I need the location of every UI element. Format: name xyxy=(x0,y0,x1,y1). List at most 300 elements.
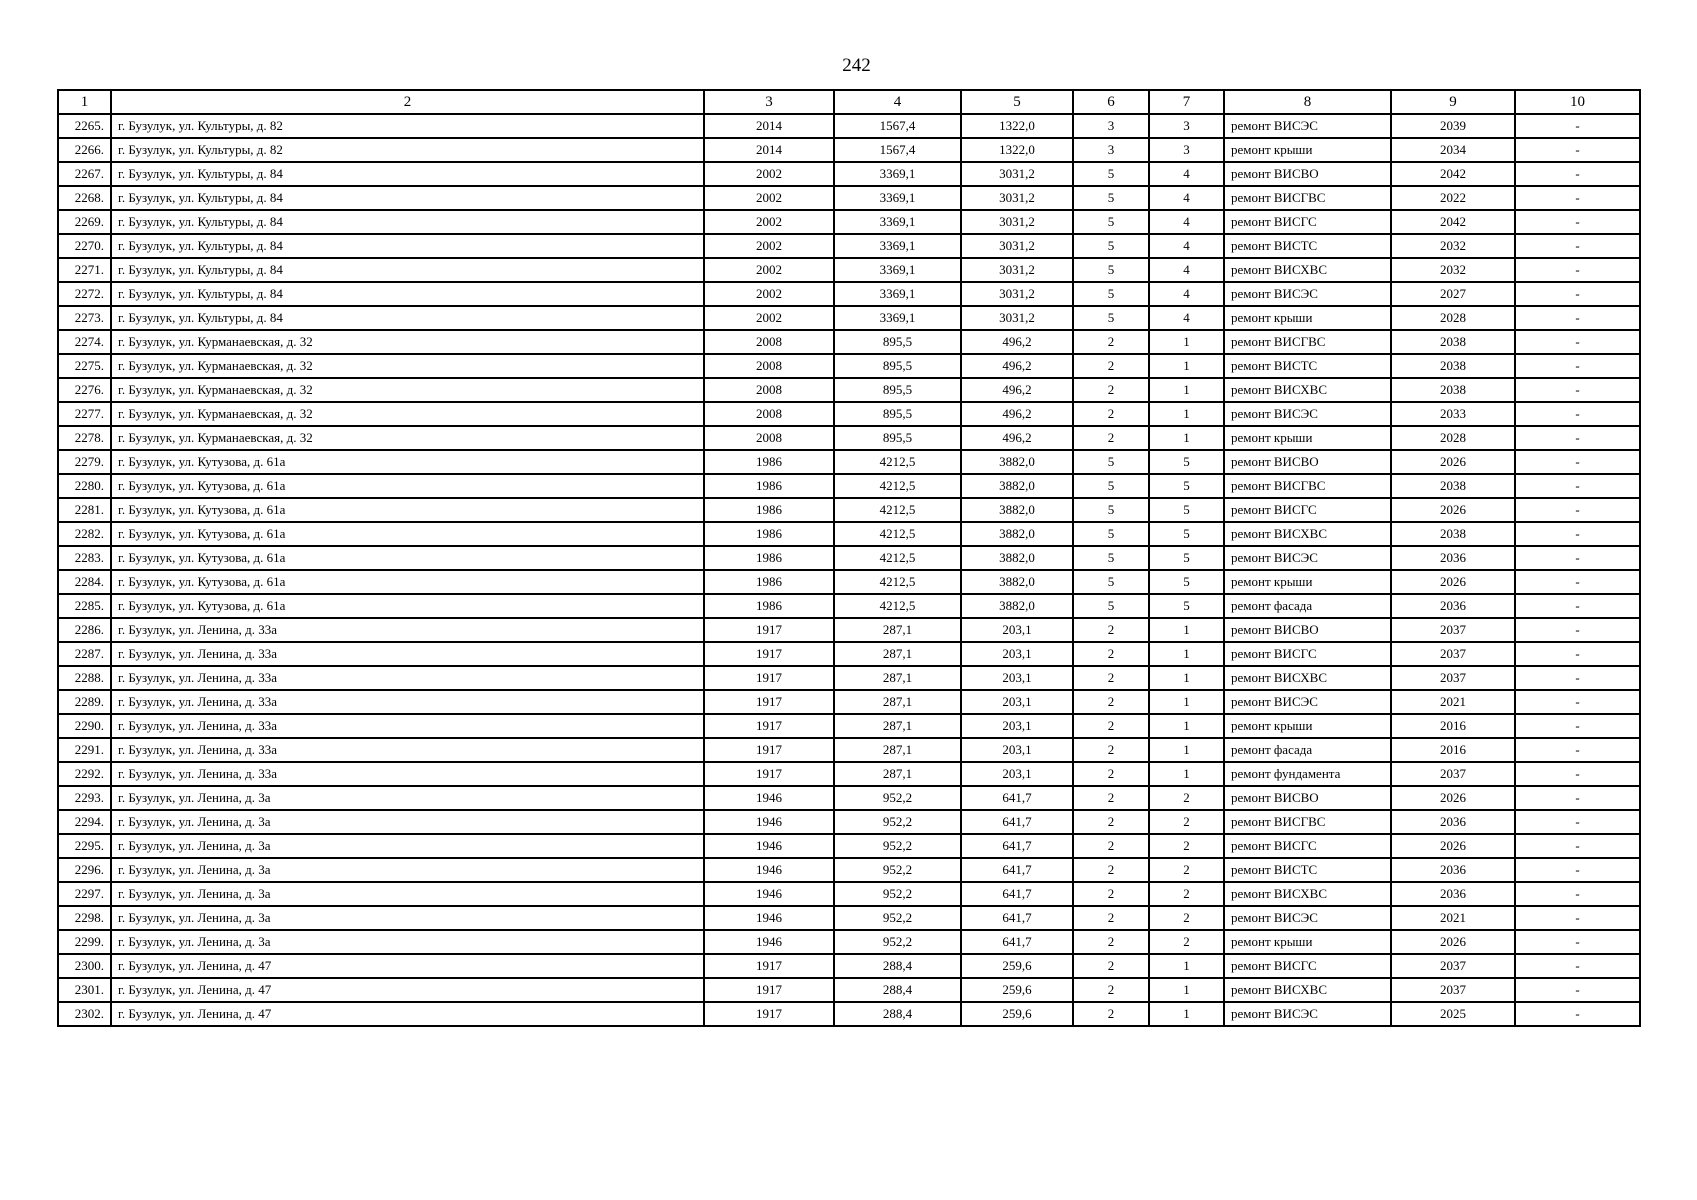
work-type-cell: ремонт ВИСВО xyxy=(1224,618,1391,642)
floors-cell: 5 xyxy=(1073,282,1149,306)
note-cell: - xyxy=(1515,330,1640,354)
address-cell: г. Бузулук, ул. Ленина, д. 3а xyxy=(111,930,704,954)
planned-year-cell: 2036 xyxy=(1391,546,1515,570)
total-area-cell: 952,2 xyxy=(834,930,961,954)
living-area-cell: 3882,0 xyxy=(961,546,1073,570)
total-area-cell: 1567,4 xyxy=(834,138,961,162)
table-row xyxy=(58,234,1640,258)
year-cell: 2002 xyxy=(704,234,834,258)
note-cell: - xyxy=(1515,834,1640,858)
work-type-cell: ремонт ВИСХВС xyxy=(1224,882,1391,906)
total-area-cell: 952,2 xyxy=(834,834,961,858)
table-row xyxy=(58,810,1640,834)
living-area-cell: 3882,0 xyxy=(961,450,1073,474)
entrances-cell: 1 xyxy=(1149,762,1224,786)
row-number: 2287. xyxy=(58,642,111,666)
living-area-cell: 3031,2 xyxy=(961,282,1073,306)
planned-year-cell: 2042 xyxy=(1391,162,1515,186)
living-area-cell: 641,7 xyxy=(961,882,1073,906)
planned-year-cell: 2026 xyxy=(1391,930,1515,954)
table-row xyxy=(58,834,1640,858)
planned-year-cell: 2038 xyxy=(1391,474,1515,498)
row-number: 2280. xyxy=(58,474,111,498)
planned-year-cell: 2021 xyxy=(1391,906,1515,930)
planned-year-cell: 2038 xyxy=(1391,378,1515,402)
planned-year-cell: 2037 xyxy=(1391,666,1515,690)
address-cell: г. Бузулук, ул. Кутузова, д. 61а xyxy=(111,546,704,570)
address-cell: г. Бузулук, ул. Кутузова, д. 61а xyxy=(111,474,704,498)
year-cell: 1917 xyxy=(704,954,834,978)
table-row xyxy=(58,474,1640,498)
floors-cell: 2 xyxy=(1073,930,1149,954)
entrances-cell: 1 xyxy=(1149,714,1224,738)
address-cell: г. Бузулук, ул. Культуры, д. 84 xyxy=(111,234,704,258)
row-number: 2278. xyxy=(58,426,111,450)
work-type-cell: ремонт ВИСВО xyxy=(1224,786,1391,810)
floors-cell: 5 xyxy=(1073,306,1149,330)
table-row xyxy=(58,978,1640,1002)
planned-year-cell: 2028 xyxy=(1391,306,1515,330)
year-cell: 1986 xyxy=(704,522,834,546)
total-area-cell: 3369,1 xyxy=(834,258,961,282)
table-row xyxy=(58,186,1640,210)
entrances-cell: 5 xyxy=(1149,594,1224,618)
address-cell: г. Бузулук, ул. Ленина, д. 33а xyxy=(111,690,704,714)
work-type-cell: ремонт ВИСГВС xyxy=(1224,330,1391,354)
floors-cell: 5 xyxy=(1073,210,1149,234)
page-number: 242 xyxy=(842,55,871,76)
work-type-cell: ремонт ВИСГС xyxy=(1224,834,1391,858)
address-cell: г. Бузулук, ул. Ленина, д. 3а xyxy=(111,882,704,906)
year-cell: 1917 xyxy=(704,642,834,666)
planned-year-cell: 2036 xyxy=(1391,810,1515,834)
year-cell: 2008 xyxy=(704,330,834,354)
floors-cell: 2 xyxy=(1073,1002,1149,1026)
planned-year-cell: 2016 xyxy=(1391,714,1515,738)
address-cell: г. Бузулук, ул. Ленина, д. 47 xyxy=(111,954,704,978)
note-cell: - xyxy=(1515,738,1640,762)
entrances-cell: 1 xyxy=(1149,426,1224,450)
planned-year-cell: 2027 xyxy=(1391,282,1515,306)
living-area-cell: 203,1 xyxy=(961,762,1073,786)
year-cell: 2008 xyxy=(704,378,834,402)
planned-year-cell: 2026 xyxy=(1391,786,1515,810)
total-area-cell: 895,5 xyxy=(834,402,961,426)
floors-cell: 2 xyxy=(1073,618,1149,642)
total-area-cell: 4212,5 xyxy=(834,594,961,618)
entrances-cell: 2 xyxy=(1149,786,1224,810)
row-number: 2282. xyxy=(58,522,111,546)
floors-cell: 2 xyxy=(1073,882,1149,906)
address-cell: г. Бузулук, ул. Культуры, д. 84 xyxy=(111,162,704,186)
living-area-cell: 3882,0 xyxy=(961,570,1073,594)
work-type-cell: ремонт ВИСГВС xyxy=(1224,810,1391,834)
living-area-cell: 3031,2 xyxy=(961,186,1073,210)
address-cell: г. Бузулук, ул. Кутузова, д. 61а xyxy=(111,450,704,474)
column-header-10: 10 xyxy=(1515,90,1640,114)
year-cell: 1986 xyxy=(704,570,834,594)
column-header-3: 3 xyxy=(704,90,834,114)
work-type-cell: ремонт крыши xyxy=(1224,714,1391,738)
year-cell: 1986 xyxy=(704,474,834,498)
note-cell: - xyxy=(1515,762,1640,786)
table-row xyxy=(58,714,1640,738)
total-area-cell: 895,5 xyxy=(834,354,961,378)
floors-cell: 2 xyxy=(1073,810,1149,834)
planned-year-cell: 2032 xyxy=(1391,234,1515,258)
floors-cell: 2 xyxy=(1073,738,1149,762)
living-area-cell: 496,2 xyxy=(961,402,1073,426)
address-cell: г. Бузулук, ул. Ленина, д. 3а xyxy=(111,834,704,858)
total-area-cell: 287,1 xyxy=(834,666,961,690)
column-header-2: 2 xyxy=(111,90,704,114)
note-cell: - xyxy=(1515,138,1640,162)
year-cell: 1946 xyxy=(704,930,834,954)
address-cell: г. Бузулук, ул. Культуры, д. 84 xyxy=(111,282,704,306)
total-area-cell: 1567,4 xyxy=(834,114,961,138)
total-area-cell: 4212,5 xyxy=(834,522,961,546)
row-number: 2292. xyxy=(58,762,111,786)
living-area-cell: 3031,2 xyxy=(961,162,1073,186)
floors-cell: 5 xyxy=(1073,498,1149,522)
note-cell: - xyxy=(1515,114,1640,138)
note-cell: - xyxy=(1515,810,1640,834)
total-area-cell: 3369,1 xyxy=(834,186,961,210)
planned-year-cell: 2038 xyxy=(1391,354,1515,378)
entrances-cell: 1 xyxy=(1149,378,1224,402)
total-area-cell: 3369,1 xyxy=(834,306,961,330)
planned-year-cell: 2026 xyxy=(1391,498,1515,522)
note-cell: - xyxy=(1515,786,1640,810)
note-cell: - xyxy=(1515,882,1640,906)
planned-year-cell: 2039 xyxy=(1391,114,1515,138)
row-number: 2299. xyxy=(58,930,111,954)
total-area-cell: 3369,1 xyxy=(834,162,961,186)
table-row xyxy=(58,354,1640,378)
address-cell: г. Бузулук, ул. Культуры, д. 84 xyxy=(111,210,704,234)
column-header-8: 8 xyxy=(1224,90,1391,114)
year-cell: 1946 xyxy=(704,858,834,882)
living-area-cell: 641,7 xyxy=(961,858,1073,882)
planned-year-cell: 2025 xyxy=(1391,1002,1515,1026)
column-header-5: 5 xyxy=(961,90,1073,114)
living-area-cell: 1322,0 xyxy=(961,114,1073,138)
year-cell: 2008 xyxy=(704,402,834,426)
note-cell: - xyxy=(1515,642,1640,666)
table-row xyxy=(58,882,1640,906)
living-area-cell: 3031,2 xyxy=(961,258,1073,282)
address-cell: г. Бузулук, ул. Ленина, д. 33а xyxy=(111,762,704,786)
total-area-cell: 287,1 xyxy=(834,642,961,666)
year-cell: 1917 xyxy=(704,1002,834,1026)
year-cell: 1986 xyxy=(704,450,834,474)
address-cell: г. Бузулук, ул. Кутузова, д. 61а xyxy=(111,522,704,546)
table-row xyxy=(58,330,1640,354)
living-area-cell: 641,7 xyxy=(961,906,1073,930)
address-cell: г. Бузулук, ул. Культуры, д. 84 xyxy=(111,258,704,282)
address-cell: г. Бузулук, ул. Культуры, д. 82 xyxy=(111,114,704,138)
living-area-cell: 259,6 xyxy=(961,978,1073,1002)
table-row xyxy=(58,642,1640,666)
total-area-cell: 287,1 xyxy=(834,690,961,714)
table-row xyxy=(58,258,1640,282)
note-cell: - xyxy=(1515,954,1640,978)
living-area-cell: 496,2 xyxy=(961,378,1073,402)
row-number: 2288. xyxy=(58,666,111,690)
planned-year-cell: 2016 xyxy=(1391,738,1515,762)
planned-year-cell: 2028 xyxy=(1391,426,1515,450)
year-cell: 2002 xyxy=(704,162,834,186)
row-number: 2302. xyxy=(58,1002,111,1026)
address-cell: г. Бузулук, ул. Курманаевская, д. 32 xyxy=(111,402,704,426)
year-cell: 2008 xyxy=(704,354,834,378)
total-area-cell: 4212,5 xyxy=(834,450,961,474)
table-row xyxy=(58,546,1640,570)
planned-year-cell: 2036 xyxy=(1391,858,1515,882)
column-header-1: 1 xyxy=(58,90,111,114)
table-row xyxy=(58,906,1640,930)
table-row xyxy=(58,426,1640,450)
floors-cell: 2 xyxy=(1073,426,1149,450)
year-cell: 1917 xyxy=(704,738,834,762)
address-cell: г. Бузулук, ул. Курманаевская, д. 32 xyxy=(111,378,704,402)
planned-year-cell: 2036 xyxy=(1391,882,1515,906)
work-type-cell: ремонт крыши xyxy=(1224,138,1391,162)
row-number: 2266. xyxy=(58,138,111,162)
address-cell: г. Бузулук, ул. Кутузова, д. 61а xyxy=(111,498,704,522)
living-area-cell: 3882,0 xyxy=(961,498,1073,522)
row-number: 2298. xyxy=(58,906,111,930)
table-row xyxy=(58,858,1640,882)
row-number: 2271. xyxy=(58,258,111,282)
note-cell: - xyxy=(1515,618,1640,642)
work-type-cell: ремонт ВИСВО xyxy=(1224,162,1391,186)
entrances-cell: 1 xyxy=(1149,738,1224,762)
address-cell: г. Бузулук, ул. Ленина, д. 3а xyxy=(111,858,704,882)
address-cell: г. Бузулук, ул. Ленина, д. 47 xyxy=(111,1002,704,1026)
entrances-cell: 2 xyxy=(1149,810,1224,834)
address-cell: г. Бузулук, ул. Ленина, д. 33а xyxy=(111,618,704,642)
total-area-cell: 287,1 xyxy=(834,618,961,642)
planned-year-cell: 2037 xyxy=(1391,978,1515,1002)
floors-cell: 5 xyxy=(1073,546,1149,570)
table-row xyxy=(58,282,1640,306)
work-type-cell: ремонт ВИСГС xyxy=(1224,642,1391,666)
entrances-cell: 1 xyxy=(1149,330,1224,354)
note-cell: - xyxy=(1515,234,1640,258)
living-area-cell: 203,1 xyxy=(961,618,1073,642)
row-number: 2283. xyxy=(58,546,111,570)
note-cell: - xyxy=(1515,858,1640,882)
row-number: 2274. xyxy=(58,330,111,354)
table-row xyxy=(58,690,1640,714)
note-cell: - xyxy=(1515,426,1640,450)
row-number: 2291. xyxy=(58,738,111,762)
row-number: 2279. xyxy=(58,450,111,474)
address-cell: г. Бузулук, ул. Ленина, д. 3а xyxy=(111,786,704,810)
living-area-cell: 641,7 xyxy=(961,786,1073,810)
total-area-cell: 287,1 xyxy=(834,738,961,762)
total-area-cell: 4212,5 xyxy=(834,546,961,570)
entrances-cell: 4 xyxy=(1149,282,1224,306)
row-number: 2286. xyxy=(58,618,111,642)
planned-year-cell: 2026 xyxy=(1391,450,1515,474)
row-number: 2268. xyxy=(58,186,111,210)
row-number: 2289. xyxy=(58,690,111,714)
year-cell: 1917 xyxy=(704,666,834,690)
floors-cell: 5 xyxy=(1073,522,1149,546)
year-cell: 2002 xyxy=(704,210,834,234)
row-number: 2276. xyxy=(58,378,111,402)
entrances-cell: 3 xyxy=(1149,138,1224,162)
floors-cell: 5 xyxy=(1073,570,1149,594)
address-cell: г. Бузулук, ул. Ленина, д. 33а xyxy=(111,738,704,762)
note-cell: - xyxy=(1515,450,1640,474)
floors-cell: 2 xyxy=(1073,354,1149,378)
note-cell: - xyxy=(1515,258,1640,282)
total-area-cell: 3369,1 xyxy=(834,210,961,234)
entrances-cell: 1 xyxy=(1149,402,1224,426)
planned-year-cell: 2021 xyxy=(1391,690,1515,714)
living-area-cell: 3031,2 xyxy=(961,210,1073,234)
floors-cell: 5 xyxy=(1073,162,1149,186)
planned-year-cell: 2036 xyxy=(1391,594,1515,618)
total-area-cell: 895,5 xyxy=(834,426,961,450)
floors-cell: 5 xyxy=(1073,258,1149,282)
note-cell: - xyxy=(1515,1002,1640,1026)
column-header-4: 4 xyxy=(834,90,961,114)
address-cell: г. Бузулук, ул. Ленина, д. 33а xyxy=(111,666,704,690)
entrances-cell: 2 xyxy=(1149,882,1224,906)
table-row xyxy=(58,498,1640,522)
year-cell: 2014 xyxy=(704,114,834,138)
floors-cell: 2 xyxy=(1073,666,1149,690)
planned-year-cell: 2032 xyxy=(1391,258,1515,282)
year-cell: 1917 xyxy=(704,978,834,1002)
work-type-cell: ремонт ВИСЭС xyxy=(1224,906,1391,930)
work-type-cell: ремонт ВИСЭС xyxy=(1224,546,1391,570)
year-cell: 2014 xyxy=(704,138,834,162)
planned-year-cell: 2038 xyxy=(1391,522,1515,546)
total-area-cell: 952,2 xyxy=(834,882,961,906)
row-number: 2290. xyxy=(58,714,111,738)
floors-cell: 2 xyxy=(1073,786,1149,810)
living-area-cell: 3031,2 xyxy=(961,234,1073,258)
entrances-cell: 1 xyxy=(1149,618,1224,642)
work-type-cell: ремонт ВИСВО xyxy=(1224,450,1391,474)
entrances-cell: 5 xyxy=(1149,450,1224,474)
address-cell: г. Бузулук, ул. Курманаевская, д. 32 xyxy=(111,330,704,354)
note-cell: - xyxy=(1515,978,1640,1002)
work-type-cell: ремонт ВИСГВС xyxy=(1224,186,1391,210)
note-cell: - xyxy=(1515,666,1640,690)
table-row xyxy=(58,1002,1640,1026)
living-area-cell: 641,7 xyxy=(961,810,1073,834)
total-area-cell: 4212,5 xyxy=(834,570,961,594)
floors-cell: 2 xyxy=(1073,954,1149,978)
work-type-cell: ремонт ВИСГС xyxy=(1224,498,1391,522)
year-cell: 2002 xyxy=(704,282,834,306)
address-cell: г. Бузулук, ул. Ленина, д. 3а xyxy=(111,810,704,834)
row-number: 2301. xyxy=(58,978,111,1002)
work-type-cell: ремонт ВИСТС xyxy=(1224,234,1391,258)
floors-cell: 2 xyxy=(1073,906,1149,930)
address-cell: г. Бузулук, ул. Кутузова, д. 61а xyxy=(111,594,704,618)
entrances-cell: 5 xyxy=(1149,570,1224,594)
table-header-row xyxy=(58,90,1640,114)
year-cell: 2002 xyxy=(704,186,834,210)
table-row xyxy=(58,306,1640,330)
entrances-cell: 3 xyxy=(1149,114,1224,138)
row-number: 2265. xyxy=(58,114,111,138)
year-cell: 2008 xyxy=(704,426,834,450)
living-area-cell: 203,1 xyxy=(961,642,1073,666)
entrances-cell: 1 xyxy=(1149,978,1224,1002)
column-header-7: 7 xyxy=(1149,90,1224,114)
living-area-cell: 3882,0 xyxy=(961,522,1073,546)
living-area-cell: 203,1 xyxy=(961,738,1073,762)
work-type-cell: ремонт ВИСЭС xyxy=(1224,402,1391,426)
table-row xyxy=(58,210,1640,234)
entrances-cell: 1 xyxy=(1149,642,1224,666)
living-area-cell: 3031,2 xyxy=(961,306,1073,330)
note-cell: - xyxy=(1515,282,1640,306)
table-row xyxy=(58,594,1640,618)
table-row xyxy=(58,930,1640,954)
year-cell: 1986 xyxy=(704,594,834,618)
total-area-cell: 288,4 xyxy=(834,978,961,1002)
table-row xyxy=(58,114,1640,138)
planned-year-cell: 2033 xyxy=(1391,402,1515,426)
table-row xyxy=(58,522,1640,546)
living-area-cell: 1322,0 xyxy=(961,138,1073,162)
entrances-cell: 5 xyxy=(1149,474,1224,498)
row-number: 2295. xyxy=(58,834,111,858)
work-type-cell: ремонт фасада xyxy=(1224,738,1391,762)
floors-cell: 2 xyxy=(1073,330,1149,354)
column-header-9: 9 xyxy=(1391,90,1515,114)
floors-cell: 5 xyxy=(1073,234,1149,258)
row-number: 2297. xyxy=(58,882,111,906)
total-area-cell: 3369,1 xyxy=(834,234,961,258)
total-area-cell: 288,4 xyxy=(834,954,961,978)
planned-year-cell: 2042 xyxy=(1391,210,1515,234)
planned-year-cell: 2026 xyxy=(1391,834,1515,858)
work-type-cell: ремонт фундамента xyxy=(1224,762,1391,786)
table-row xyxy=(58,762,1640,786)
total-area-cell: 952,2 xyxy=(834,858,961,882)
living-area-cell: 203,1 xyxy=(961,666,1073,690)
note-cell: - xyxy=(1515,210,1640,234)
work-type-cell: ремонт ВИСХВС xyxy=(1224,522,1391,546)
table-row xyxy=(58,162,1640,186)
year-cell: 2002 xyxy=(704,258,834,282)
year-cell: 1917 xyxy=(704,714,834,738)
floors-cell: 5 xyxy=(1073,474,1149,498)
entrances-cell: 4 xyxy=(1149,162,1224,186)
work-type-cell: ремонт фасада xyxy=(1224,594,1391,618)
work-type-cell: ремонт ВИСХВС xyxy=(1224,258,1391,282)
table-row xyxy=(58,138,1640,162)
living-area-cell: 259,6 xyxy=(961,954,1073,978)
table-row xyxy=(58,618,1640,642)
address-cell: г. Бузулук, ул. Культуры, д. 84 xyxy=(111,306,704,330)
row-number: 2284. xyxy=(58,570,111,594)
year-cell: 1986 xyxy=(704,546,834,570)
planned-year-cell: 2037 xyxy=(1391,954,1515,978)
row-number: 2267. xyxy=(58,162,111,186)
row-number: 2269. xyxy=(58,210,111,234)
